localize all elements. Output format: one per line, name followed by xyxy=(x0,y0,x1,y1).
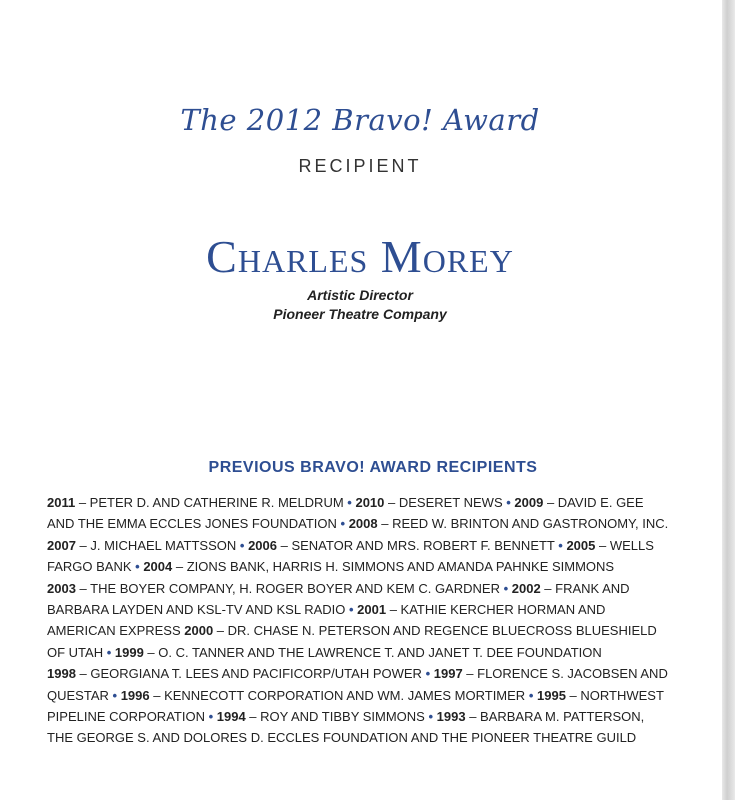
recipient-text: – NORTHWEST xyxy=(565,687,664,703)
bullet-separator: • xyxy=(239,537,245,553)
recipient-list-line xyxy=(47,685,727,706)
award-year: 2006 xyxy=(248,537,277,553)
recipient-text: – WELLS xyxy=(595,537,654,553)
award-year: 1995 xyxy=(537,687,566,703)
recipient-list-line xyxy=(47,535,727,556)
recipient-list-line xyxy=(47,663,727,684)
award-year: 2008 xyxy=(348,516,378,532)
recipient-text: OF UTAH xyxy=(47,644,107,660)
recipient-text: – DAVID E. GEE xyxy=(543,495,644,510)
bullet-separator: • xyxy=(340,516,346,532)
bullet-separator: • xyxy=(347,495,352,510)
bullet-separator: • xyxy=(528,687,534,703)
award-year: 1993 xyxy=(436,709,466,725)
award-year: 1994 xyxy=(216,709,246,725)
recipient-text: QUESTAR xyxy=(47,687,113,703)
recipient-text: THE GEORGE S. AND DOLORES D. ECCLES FOUNDATION AND THE PIONEER THEATRE GUILD xyxy=(47,730,637,746)
bullet-separator: • xyxy=(112,687,118,703)
recipient-text: – O. C. TANNER AND THE LAWRENCE T. AND JANET T. DEE FOUNDATION xyxy=(143,644,602,660)
award-year: 2005 xyxy=(566,537,596,553)
recipient-list-line xyxy=(47,620,727,641)
previous-recipients-heading: PREVIOUS BRAVO! AWARD RECIPIENTS xyxy=(208,459,538,476)
recipient-text: – DR. CHASE N. PETERSON AND REGENCE BLUECROSS BLUESHIELD xyxy=(213,623,657,639)
recipient-list-line xyxy=(47,513,727,534)
bullet-separator: • xyxy=(506,495,511,510)
recipient-text: – FLORENCE S. JACOBSEN AND xyxy=(462,666,668,682)
award-year: 2007 xyxy=(47,537,76,553)
award-year: 2011 xyxy=(47,495,76,510)
recipient-text: – THE BOYER COMPANY, H. ROGER BOYER AND KEM C. GARDNER xyxy=(75,580,504,596)
recipient-text: – SENATOR AND MRS. ROBERT F. BENNETT xyxy=(277,537,559,553)
recipient-text: – GEORGIANA T. LEES AND PACIFICORP/UTAH POWER xyxy=(75,666,426,682)
recipient-text: AND THE EMMA ECCLES JONES FOUNDATION xyxy=(47,516,341,532)
bullet-separator: • xyxy=(425,666,431,682)
recipient-text: – FRANK AND xyxy=(540,580,630,596)
recipient-label: RECIPIENT xyxy=(298,156,422,176)
recipient-text: – KENNECOTT CORPORATION AND WM. JAMES MORTIMER xyxy=(149,687,529,703)
award-year: 1996 xyxy=(120,687,150,703)
recipient-organization: Pioneer Theatre Company xyxy=(273,306,447,322)
award-year: 1998 xyxy=(47,666,76,682)
bullet-separator: • xyxy=(503,580,509,596)
recipient-list-line xyxy=(47,578,727,599)
bullet-separator: • xyxy=(106,644,112,660)
recipient-list-line xyxy=(47,642,727,663)
bullet-separator: • xyxy=(348,602,354,618)
award-year: 2002 xyxy=(511,580,541,596)
award-year: 2010 xyxy=(355,495,385,510)
recipient-role: Artistic Director xyxy=(307,287,413,303)
recipient-text: – J. MICHAEL MATTSSON xyxy=(75,537,240,553)
bullet-separator: • xyxy=(208,709,214,725)
page-edge xyxy=(722,0,735,800)
award-year: 2009 xyxy=(514,495,544,510)
award-year: 1997 xyxy=(433,666,463,682)
recipient-list-line xyxy=(47,599,727,620)
recipient-text: FARGO BANK xyxy=(47,559,136,575)
award-year: 2000 xyxy=(184,623,214,639)
recipient-list-line xyxy=(47,706,727,727)
recipient-text: – PETER D. AND CATHERINE R. MELDRUM xyxy=(75,495,348,510)
award-year: 2001 xyxy=(357,602,387,618)
recipient-text: AMERICAN EXPRESS xyxy=(47,623,185,639)
bullet-separator: • xyxy=(428,709,434,725)
recipient-list-line xyxy=(47,556,727,577)
recipient-list-line xyxy=(47,727,727,748)
recipient-text: BARBARA LAYDEN AND KSL-TV AND KSL RADIO xyxy=(47,602,349,618)
previous-recipients-list xyxy=(47,492,727,749)
recipient-text: – DESERET NEWS xyxy=(384,495,507,510)
bullet-separator: • xyxy=(558,537,563,553)
recipient-name: Charles Morey xyxy=(206,231,514,282)
award-year: 2003 xyxy=(47,580,76,596)
bullet-separator: • xyxy=(135,559,140,575)
recipient-text: PIPELINE CORPORATION xyxy=(47,709,209,725)
recipient-text: – BARBARA M. PATTERSON, xyxy=(465,709,645,725)
recipient-text: – ROY AND TIBBY SIMMONS xyxy=(245,709,429,725)
recipient-text: – REED W. BRINTON AND GASTRONOMY, INC. xyxy=(377,516,669,532)
award-year: 2004 xyxy=(143,559,173,575)
award-title: The 2012 Bravo! Award xyxy=(180,103,540,137)
award-year: 1999 xyxy=(114,644,144,660)
recipient-text: – ZIONS BANK, HARRIS H. SIMMONS AND AMANDA PAHNKE SIMMONS xyxy=(172,559,615,575)
recipient-list-line xyxy=(47,492,727,513)
recipient-text: – KATHIE KERCHER HORMAN AND xyxy=(386,602,606,618)
